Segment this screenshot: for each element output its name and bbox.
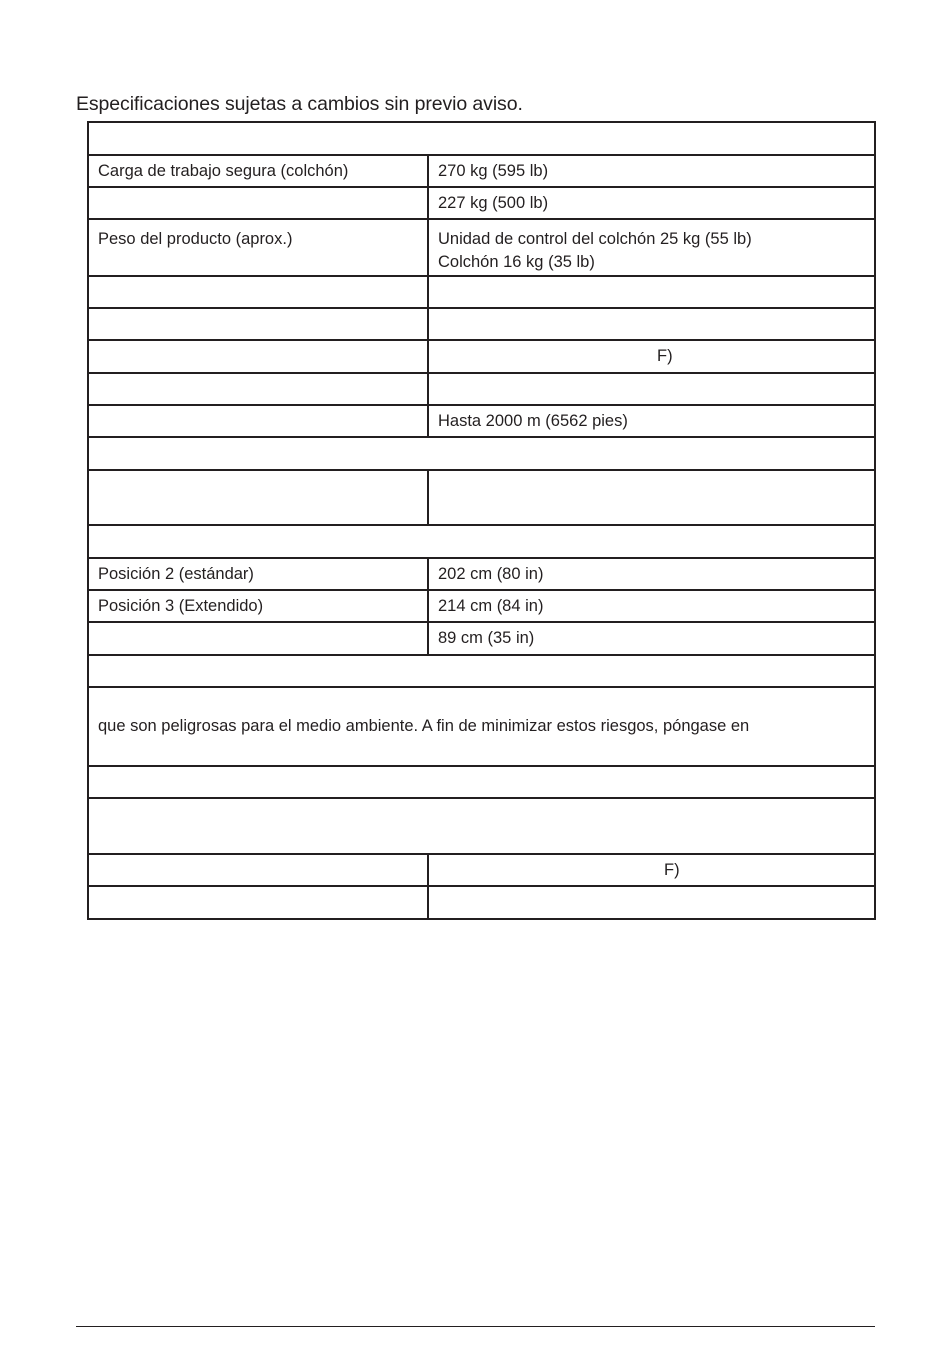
spec-label — [88, 308, 428, 340]
table-row — [88, 122, 875, 155]
table-row — [88, 437, 875, 470]
spec-label — [88, 622, 428, 655]
spec-label: Carga de trabajo segura (colchón) — [88, 155, 428, 187]
intro-notice: Especificaciones sujetas a cambios sin previo aviso. — [76, 93, 523, 115]
spec-label — [88, 886, 428, 919]
spec-value: 270 kg (595 lb) — [428, 155, 875, 187]
spec-value — [428, 308, 875, 340]
table-row — [88, 340, 875, 373]
section-header-cell — [88, 766, 875, 798]
table-row — [88, 525, 875, 558]
spec-value — [428, 219, 875, 276]
spec-value: 214 cm (84 in) — [428, 590, 875, 622]
table-row — [88, 687, 875, 766]
table-row — [88, 219, 875, 276]
spec-value: 89 cm (35 in) — [428, 622, 875, 655]
table-row — [88, 590, 875, 622]
spec-label — [88, 187, 428, 219]
spec-value-line: Colchón 16 kg (35 lb) — [438, 253, 595, 271]
spec-label — [88, 276, 428, 308]
table-row — [88, 886, 875, 919]
spec-value — [428, 470, 875, 525]
spec-label — [88, 470, 428, 525]
table-row — [88, 655, 875, 687]
table-row — [88, 155, 875, 187]
spec-value: Hasta 2000 m (6562 pies) — [428, 405, 875, 437]
table-row — [88, 854, 875, 886]
spec-label — [88, 340, 428, 373]
spec-value — [428, 373, 875, 405]
footer-divider — [76, 1326, 875, 1327]
table-row — [88, 308, 875, 340]
spec-label — [88, 405, 428, 437]
spec-value: F) — [428, 340, 875, 373]
spec-value — [428, 276, 875, 308]
spec-value: 227 kg (500 lb) — [428, 187, 875, 219]
section-header-cell — [88, 525, 875, 558]
section-header-cell — [88, 655, 875, 687]
section-header-cell — [88, 437, 875, 470]
spec-label — [88, 373, 428, 405]
table-row — [88, 187, 875, 219]
full-width-cell — [88, 798, 875, 854]
table-row — [88, 373, 875, 405]
section-header-cell — [88, 122, 875, 155]
table-row — [88, 766, 875, 798]
spec-label: Peso del producto (aprox.) — [88, 219, 428, 276]
spec-label: Posición 2 (estándar) — [88, 558, 428, 590]
table-row — [88, 798, 875, 854]
spec-value: 202 cm (80 in) — [428, 558, 875, 590]
spec-value: F) — [428, 854, 875, 886]
specifications-table — [87, 121, 876, 920]
table-row — [88, 405, 875, 437]
table-row — [88, 558, 875, 590]
disposal-note-cell: que son peligrosas para el medio ambiente. A fin de minimizar estos riesgos, póngase en — [88, 687, 875, 766]
table-row — [88, 622, 875, 655]
table-row — [88, 276, 875, 308]
table-row — [88, 470, 875, 525]
spec-label — [88, 854, 428, 886]
spec-value — [428, 886, 875, 919]
spec-value-line: Unidad de control del colchón 25 kg (55 lb) — [438, 230, 752, 248]
spec-label: Posición 3 (Extendido) — [88, 590, 428, 622]
